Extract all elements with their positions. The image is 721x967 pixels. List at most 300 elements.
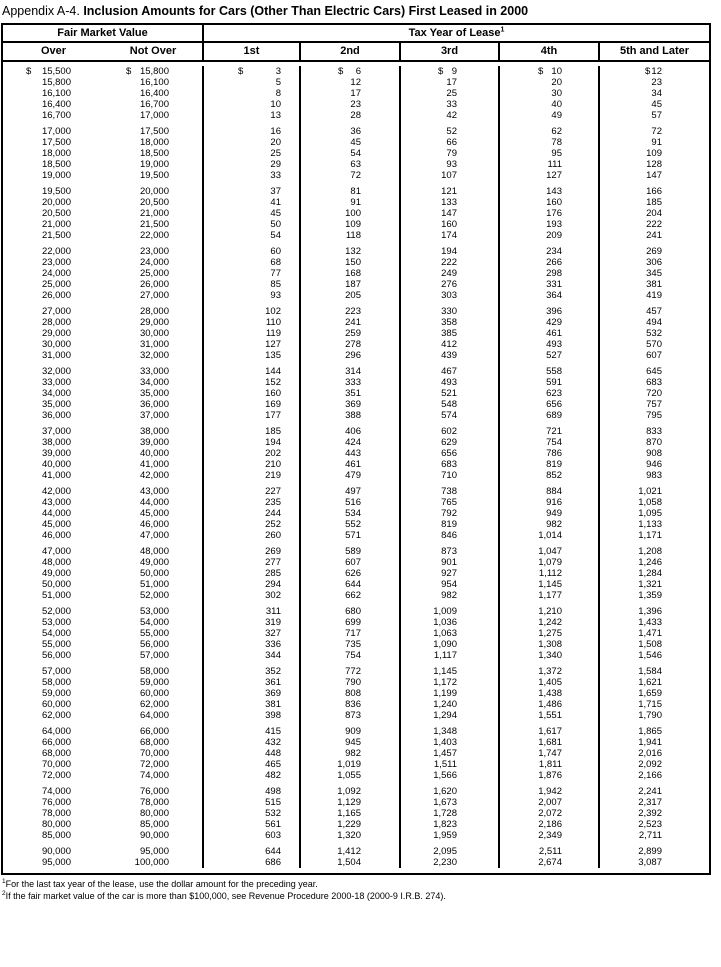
- cell-value: 91: [651, 137, 662, 148]
- cell-value: 44,000: [139, 497, 169, 508]
- cell-value: 46,000: [139, 519, 169, 530]
- cell-value: 873: [441, 546, 457, 557]
- cell-value: 147: [441, 208, 457, 219]
- cell-value: 1,129: [337, 797, 361, 808]
- cell-value: 168: [345, 268, 361, 279]
- cell-value: 109: [345, 219, 361, 230]
- cell-value: 983: [646, 470, 662, 481]
- cell-value: 493: [441, 377, 457, 388]
- cell-value: 482: [265, 770, 281, 781]
- cell-value: 43,000: [41, 497, 71, 508]
- cell-value: 58,000: [41, 677, 71, 688]
- cell-value: 949: [546, 508, 562, 519]
- cell-value: 57,000: [139, 650, 169, 661]
- cell-value: 314: [345, 366, 361, 377]
- cell-value: 51,000: [139, 579, 169, 590]
- cell-value: 330: [441, 306, 457, 317]
- cell-value: 1,811: [538, 759, 562, 770]
- cell-value: 35,000: [41, 399, 71, 410]
- cell-value: $ 15,500: [26, 66, 71, 77]
- cell-value: 36: [350, 126, 361, 137]
- cell-value: 1,058: [638, 497, 662, 508]
- cell-value: 222: [646, 219, 662, 230]
- cell-value: 47,000: [41, 546, 71, 557]
- cell-value: 607: [646, 350, 662, 361]
- cell-value: 150: [345, 257, 361, 268]
- cell-value: 1,019: [337, 759, 361, 770]
- cell-value: 570: [646, 339, 662, 350]
- cell-value: 548: [441, 399, 457, 410]
- cell-value: 369: [265, 688, 281, 699]
- cell-value: 38,000: [41, 437, 71, 448]
- cell-value: 686: [265, 857, 281, 868]
- cell-value: 381: [646, 279, 662, 290]
- cell-value: 16,400: [139, 88, 169, 99]
- footnote-1: [2, 879, 721, 891]
- cell-value: 169: [265, 399, 281, 410]
- cell-value: 53,000: [139, 606, 169, 617]
- cell-value: 100: [345, 208, 361, 219]
- cell-value: 21,000: [139, 208, 169, 219]
- cell-value: 152: [265, 377, 281, 388]
- dollar-sign: $: [338, 66, 344, 77]
- cell-value: 42,000: [139, 470, 169, 481]
- cell-value: 17,000: [41, 126, 71, 137]
- cell-value: 901: [441, 557, 457, 568]
- cell-value: 68: [270, 257, 281, 268]
- cell-value: 49,000: [41, 568, 71, 579]
- cell-value: 2,072: [538, 808, 562, 819]
- cell-value: 93: [270, 290, 281, 301]
- cell-value: 259: [345, 328, 361, 339]
- cell-value: 699: [345, 617, 361, 628]
- cell-value: 561: [265, 819, 281, 830]
- cell-value: 2,392: [638, 808, 662, 819]
- cell-value: 78,000: [139, 797, 169, 808]
- table-column-0: [3, 66, 104, 868]
- cell-value: 29,000: [139, 317, 169, 328]
- cell-value: 1,090: [433, 639, 457, 650]
- cell-value: 1,063: [433, 628, 457, 639]
- cell-value: 571: [345, 530, 361, 541]
- cell-value: 532: [265, 808, 281, 819]
- cell-value: 74,000: [139, 770, 169, 781]
- cell-value: 884: [546, 486, 562, 497]
- cell-value: 1,055: [337, 770, 361, 781]
- cell-value: 710: [441, 470, 457, 481]
- appendix-label: Appendix A-4.: [2, 4, 80, 18]
- cell-value: 194: [265, 437, 281, 448]
- cell-value: 76,000: [41, 797, 71, 808]
- cell-value: 644: [265, 846, 281, 857]
- cell-value: 1,438: [538, 688, 562, 699]
- cell-value: 210: [265, 459, 281, 470]
- cell-value: 43,000: [139, 486, 169, 497]
- cell-value: 17,000: [139, 110, 169, 121]
- cell-value: 24,000: [139, 257, 169, 268]
- cell-value: 20: [270, 137, 281, 148]
- table-column-6: [600, 66, 709, 868]
- cell-value: 1,145: [433, 666, 457, 677]
- table-column-3: [301, 66, 401, 868]
- cell-value: 31,000: [139, 339, 169, 350]
- cell-value: 1,359: [638, 590, 662, 601]
- cell-value: 1,403: [433, 737, 457, 748]
- cell-value: 30,000: [139, 328, 169, 339]
- cell-value: 78: [551, 137, 562, 148]
- cell-value: 20,500: [41, 208, 71, 219]
- cell-value: 1,321: [638, 579, 662, 590]
- table-column-2: [204, 66, 301, 868]
- cell-value: 143: [546, 186, 562, 197]
- cell-value: 19,500: [139, 170, 169, 181]
- cell-value: 351: [345, 388, 361, 399]
- cell-value: 234: [546, 246, 562, 257]
- cell-value: 55,000: [139, 628, 169, 639]
- cell-value: 1,412: [337, 846, 361, 857]
- cell-value: 18,500: [41, 159, 71, 170]
- cell-value: 16: [270, 126, 281, 137]
- cell-value: 331: [546, 279, 562, 290]
- cell-value: 358: [441, 317, 457, 328]
- cell-value: 33: [446, 99, 457, 110]
- cell-value: 982: [345, 748, 361, 759]
- cell-value: 833: [646, 426, 662, 437]
- cell-value: 1,021: [638, 486, 662, 497]
- dollar-sign: $: [645, 66, 651, 77]
- cell-value: 26,000: [139, 279, 169, 290]
- cell-value: 1,112: [538, 568, 562, 579]
- cell-value: 15,800: [41, 77, 71, 88]
- cell-value: 412: [441, 339, 457, 350]
- cell-value: 461: [546, 328, 562, 339]
- cell-value: 1,508: [638, 639, 662, 650]
- cell-value: 1,715: [638, 699, 662, 710]
- cell-value: 795: [646, 410, 662, 421]
- cell-value: 72,000: [41, 770, 71, 781]
- cell-value: 77: [270, 268, 281, 279]
- cell-value: 51,000: [41, 590, 71, 601]
- cell-value: 59,000: [41, 688, 71, 699]
- cell-value: 10: [270, 99, 281, 110]
- cell-value: 128: [646, 159, 662, 170]
- cell-value: 2,711: [638, 830, 662, 841]
- cell-value: 185: [646, 197, 662, 208]
- cell-value: 1,208: [638, 546, 662, 557]
- column-header-over: Over: [40, 45, 67, 57]
- cell-value: 62,000: [41, 710, 71, 721]
- cell-value: 127: [265, 339, 281, 350]
- cell-value: 429: [546, 317, 562, 328]
- cell-value: 17,500: [139, 126, 169, 137]
- cell-value: 276: [441, 279, 457, 290]
- cell-value: 916: [546, 497, 562, 508]
- cell-value: 443: [345, 448, 361, 459]
- cell-value: 498: [265, 786, 281, 797]
- cell-value: 121: [441, 186, 457, 197]
- header-tax-year-of-lease: [204, 25, 709, 41]
- cell-value: 22,000: [41, 246, 71, 257]
- cell-value: 50,000: [139, 568, 169, 579]
- cell-value: 1,504: [337, 857, 361, 868]
- column-header-not-over: Not Over: [104, 43, 204, 60]
- cell-value: 1,284: [638, 568, 662, 579]
- cell-value: 1,229: [337, 819, 361, 830]
- inclusion-amounts-table: [1, 23, 711, 875]
- cell-value: 95,000: [41, 857, 71, 868]
- cell-value: 532: [646, 328, 662, 339]
- cell-value: 20,000: [139, 186, 169, 197]
- cell-value: 1,246: [638, 557, 662, 568]
- cell-value: 2,511: [538, 846, 562, 857]
- dollar-sign: $: [26, 66, 32, 77]
- cell-value: 49,000: [139, 557, 169, 568]
- cell-value: 56,000: [41, 650, 71, 661]
- cell-value: 278: [345, 339, 361, 350]
- cell-value: 68,000: [41, 748, 71, 759]
- cell-value: 846: [441, 530, 457, 541]
- page-title: [2, 4, 721, 18]
- cell-value: 629: [441, 437, 457, 448]
- cell-value: 160: [265, 388, 281, 399]
- cell-value: 656: [546, 399, 562, 410]
- cell-value: 1,210: [538, 606, 562, 617]
- cell-value: 72,000: [139, 759, 169, 770]
- cell-value: 52,000: [139, 590, 169, 601]
- footnote-2-text: If the fair market value of the car is more than $100,000, see Revenue Procedure 2000-18 (2000-9 I.R.B. 274).: [5, 890, 446, 901]
- cell-value: 1,942: [538, 786, 562, 797]
- cell-value: 1,320: [337, 830, 361, 841]
- cell-value: 64,000: [139, 710, 169, 721]
- cell-value: 552: [345, 519, 361, 530]
- cell-value: 36,000: [139, 399, 169, 410]
- cell-value: 2,230: [433, 857, 457, 868]
- cell-value: 344: [265, 650, 281, 661]
- cell-value: 30,000: [41, 339, 71, 350]
- cell-value: 57: [651, 110, 662, 121]
- cell-value: 735: [345, 639, 361, 650]
- cell-value: 2,317: [638, 797, 662, 808]
- cell-value: 28: [350, 110, 361, 121]
- cell-value: 57,000: [41, 666, 71, 677]
- cell-value: 269: [646, 246, 662, 257]
- cell-value: 1,617: [538, 726, 562, 737]
- cell-value: 37: [270, 186, 281, 197]
- cell-value: 2,186: [538, 819, 562, 830]
- cell-value: 792: [441, 508, 457, 519]
- cell-value: 45,000: [41, 519, 71, 530]
- cell-value: 48,000: [139, 546, 169, 557]
- cell-value: 41,000: [139, 459, 169, 470]
- cell-value: 2,899: [638, 846, 662, 857]
- cell-value: 465: [265, 759, 281, 770]
- cell-value: 1,340: [538, 650, 562, 661]
- cell-value: $ 15,800: [126, 66, 169, 77]
- cell-value: 558: [546, 366, 562, 377]
- cell-value: 19,000: [139, 159, 169, 170]
- table-column-1: [104, 66, 204, 868]
- cell-value: 717: [345, 628, 361, 639]
- cell-value: 40: [551, 99, 562, 110]
- cell-value: 954: [441, 579, 457, 590]
- cell-value: 17: [446, 77, 457, 88]
- cell-value: 133: [441, 197, 457, 208]
- cell-value: 23: [350, 99, 361, 110]
- cell-value: 819: [546, 459, 562, 470]
- cell-value: 603: [265, 830, 281, 841]
- cell-value: 1,171: [638, 530, 662, 541]
- cell-value: 765: [441, 497, 457, 508]
- cell-value: 18,000: [139, 137, 169, 148]
- cell-value: 33,000: [41, 377, 71, 388]
- cell-value: 58,000: [139, 666, 169, 677]
- cell-value: 60,000: [41, 699, 71, 710]
- cell-value: 266: [546, 257, 562, 268]
- cell-value: 45: [350, 137, 361, 148]
- cell-value: 1,790: [638, 710, 662, 721]
- cell-value: 21,000: [41, 219, 71, 230]
- cell-value: 23,000: [41, 257, 71, 268]
- cell-value: 457: [646, 306, 662, 317]
- cell-value: 720: [646, 388, 662, 399]
- cell-value: 754: [546, 437, 562, 448]
- cell-value: 23,000: [139, 246, 169, 257]
- cell-value: 5: [275, 77, 281, 88]
- cell-value: 25: [446, 88, 457, 99]
- cell-value: 870: [646, 437, 662, 448]
- cell-value: 302: [265, 590, 281, 601]
- cell-value: 72: [350, 170, 361, 181]
- cell-value: 95: [551, 148, 562, 159]
- cell-value: 2,016: [638, 748, 662, 759]
- cell-value: 2,523: [638, 819, 662, 830]
- cell-value: 166: [646, 186, 662, 197]
- cell-value: 66,000: [41, 737, 71, 748]
- cell-value: 59,000: [139, 677, 169, 688]
- column-header-2nd: 2nd: [301, 43, 401, 60]
- cell-value: 80,000: [41, 819, 71, 830]
- cell-value: 1,546: [638, 650, 662, 661]
- cell-value: 135: [265, 350, 281, 361]
- cell-value: 645: [646, 366, 662, 377]
- cell-value: 132: [345, 246, 361, 257]
- cell-value: 448: [265, 748, 281, 759]
- cell-value: 790: [345, 677, 361, 688]
- cell-value: 1,941: [638, 737, 662, 748]
- cell-value: 602: [441, 426, 457, 437]
- cell-value: 38,000: [139, 426, 169, 437]
- cell-value: 39,000: [41, 448, 71, 459]
- cell-value: 945: [345, 737, 361, 748]
- cell-value: 40,000: [41, 459, 71, 470]
- cell-value: 174: [441, 230, 457, 241]
- dollar-sign: $: [126, 66, 132, 77]
- cell-value: 2,674: [538, 857, 562, 868]
- cell-value: 62: [551, 126, 562, 137]
- cell-value: 25,000: [41, 279, 71, 290]
- cell-value: 1,396: [638, 606, 662, 617]
- cell-value: 66,000: [139, 726, 169, 737]
- cell-value: 241: [345, 317, 361, 328]
- cell-value: 48,000: [41, 557, 71, 568]
- cell-value: 1,036: [433, 617, 457, 628]
- cell-value: 836: [345, 699, 361, 710]
- cell-value: 285: [265, 568, 281, 579]
- cell-value: 36,000: [41, 410, 71, 421]
- cell-value: 25: [270, 148, 281, 159]
- cell-value: 2,007: [538, 797, 562, 808]
- cell-value: 364: [546, 290, 562, 301]
- cell-value: 757: [646, 399, 662, 410]
- cell-value: 415: [265, 726, 281, 737]
- cell-value: 1,145: [538, 579, 562, 590]
- cell-value: 2,349: [538, 830, 562, 841]
- cell-value: 516: [345, 497, 361, 508]
- cell-value: 1,172: [433, 677, 457, 688]
- cell-value: 419: [646, 290, 662, 301]
- cell-value: 589: [345, 546, 361, 557]
- cell-value: $ 9: [438, 66, 457, 77]
- cell-value: 30: [551, 88, 562, 99]
- cell-value: 1,681: [538, 737, 562, 748]
- cell-value: 1,092: [337, 786, 361, 797]
- cell-value: 1,566: [433, 770, 457, 781]
- cell-value: 54: [270, 230, 281, 241]
- cell-value: 33,000: [139, 366, 169, 377]
- cell-value: 37,000: [139, 410, 169, 421]
- cell-value: 23: [651, 77, 662, 88]
- cell-value: 241: [646, 230, 662, 241]
- cell-value: 202: [265, 448, 281, 459]
- column-header-5th-and-later: 5th and Later: [619, 45, 690, 57]
- cell-value: 1,308: [538, 639, 562, 650]
- cell-value: 60,000: [139, 688, 169, 699]
- cell-value: 37,000: [41, 426, 71, 437]
- cell-value: 406: [345, 426, 361, 437]
- cell-value: 1,009: [433, 606, 457, 617]
- cell-value: 26,000: [41, 290, 71, 301]
- cell-value: 311: [265, 606, 281, 617]
- cell-value: 1,865: [638, 726, 662, 737]
- cell-value: 3,087: [638, 857, 662, 868]
- cell-value: 336: [265, 639, 281, 650]
- cell-value: 16,700: [139, 99, 169, 110]
- table-title: Inclusion Amounts for Cars (Other Than Electric Cars) First Leased in 2000: [83, 4, 529, 18]
- cell-value: 68,000: [139, 737, 169, 748]
- cell-value: 294: [265, 579, 281, 590]
- cell-value: 41: [270, 197, 281, 208]
- cell-value: 306: [646, 257, 662, 268]
- cell-value: 1,584: [638, 666, 662, 677]
- cell-value: 193: [546, 219, 562, 230]
- cell-value: 1,014: [538, 530, 562, 541]
- cell-value: 1,165: [337, 808, 361, 819]
- cell-value: 808: [345, 688, 361, 699]
- cell-value: 46,000: [41, 530, 71, 541]
- cell-value: 1,728: [433, 808, 457, 819]
- cell-value: 361: [265, 677, 281, 688]
- table-body: [3, 62, 709, 873]
- cell-value: 319: [265, 617, 281, 628]
- cell-value: 1,405: [538, 677, 562, 688]
- cell-value: 16,100: [41, 88, 71, 99]
- cell-value: 16,700: [41, 110, 71, 121]
- cell-value: $ 6: [338, 66, 361, 77]
- cell-value: 204: [646, 208, 662, 219]
- cell-value: 52: [446, 126, 457, 137]
- footnote-ref-1: 1: [500, 26, 505, 34]
- cell-value: 177: [265, 410, 281, 421]
